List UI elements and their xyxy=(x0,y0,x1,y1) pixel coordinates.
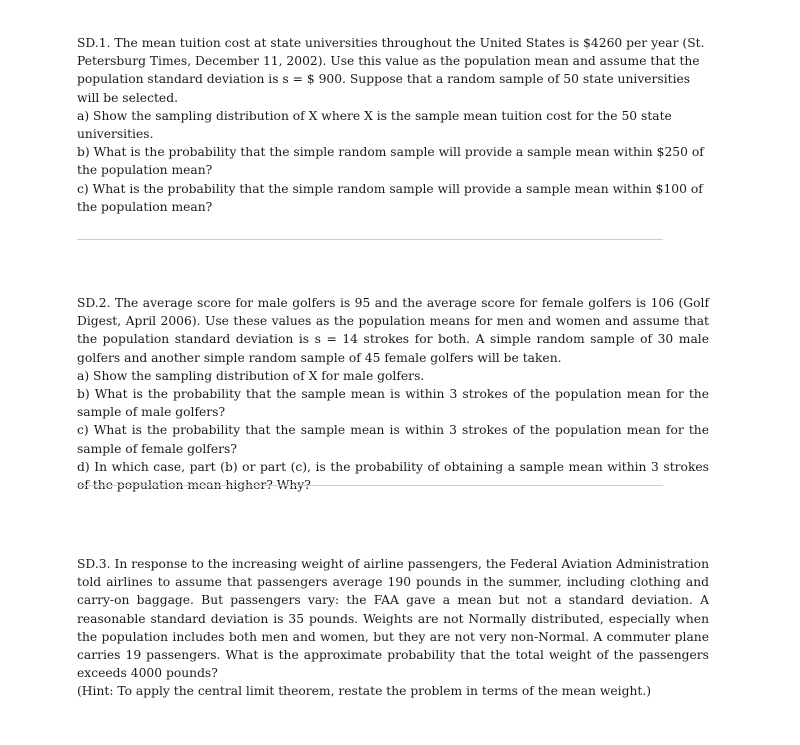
problem-sd2-part-c: c) What is the probability that the sample mean is within 3 strokes of the population mean for the sample of female golfers? xyxy=(77,423,709,456)
problem-sd2-part-b: b) What is the probability that the sample mean is within 3 strokes of the population mean for the sample of male golfers? xyxy=(77,387,709,420)
problem-sd2-statement: SD.2. The average score for male golfers is 95 and the average score for female golfers is 106 (Golf Digest, April 2006). Use these values as the population means for men and women and assume that the population standard deviation is s = 14 strokes for both. A simple random sample of 30 male golfers and another simple random sample of 45 female golfers will be taken. xyxy=(77,296,709,365)
problem-sd2 xyxy=(77,294,709,494)
answer-divider xyxy=(77,485,663,486)
problem-sd1-part-a: a) Show the sampling distribution of X where X is the sample mean tuition cost for the 50 state universities. xyxy=(77,108,672,142)
problem-sd3-hint: (Hint: To apply the central limit theorem, restate the problem in terms of the mean weight.) xyxy=(77,684,652,699)
problem-sd1-part-b: b) What is the probability that the simple random sample will provide a sample mean within $250 of the population mean? xyxy=(77,145,704,178)
problem-sd1-statement: SD.1. The mean tuition cost at state universities throughout the United States is $4260 per year (St. Petersburg Times, December 11, 2002). Use this value as the population mean and assume that the population standard deviation is s = $ 900. Suppose that a random sample of 50 state universities will be selected. xyxy=(77,36,705,105)
problem-sd2-part-d: d) In which case, part (b) or part (c), is the probability of obtaining a sample mean within 3 strokes of the population mean higher? Why? xyxy=(77,459,709,493)
problem-sd2-part-a: a) Show the sampling distribution of X for male golfers. xyxy=(77,368,425,383)
answer-divider xyxy=(77,239,663,240)
problem-sd1-part-c: c) What is the probability that the simple random sample will provide a sample mean within $100 of the population mean? xyxy=(77,181,703,214)
problem-sd3-statement: SD.3. In response to the increasing weight of airline passengers, the Federal Aviation Administration told airlines to assume that passengers average 190 pounds in the summer, including clothing and carry-on baggage. But passengers vary: the FAA gave a mean but not a standard deviation. A reasonable standard deviation is 35 pounds. Weights are not Normally distributed, especially when the population includes both men and women, but they are not very non-Normal. A commuter plane carries 19 passengers. What is the approximate probability that the total weight of the passengers exceeds 4000 pounds? xyxy=(77,557,709,681)
problem-sd3 xyxy=(77,555,709,701)
problem-sd1 xyxy=(77,34,709,216)
